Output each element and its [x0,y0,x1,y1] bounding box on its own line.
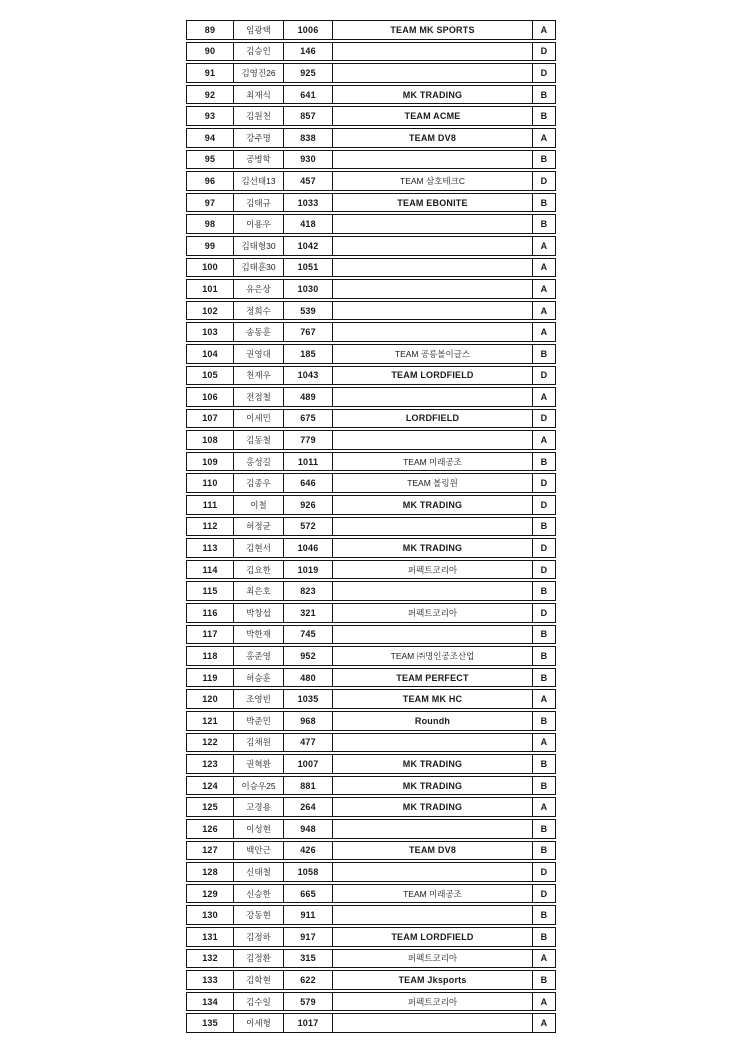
division-cell: B [532,928,555,946]
team-name-cell [332,43,532,61]
team-name-cell: MK TRADING [332,496,532,514]
row-number-cell: 131 [202,931,218,942]
entry-number-cell: 1017 [283,1014,332,1032]
table-row [186,409,556,429]
entry-number-cell: 917 [283,928,332,946]
table-row [186,797,556,817]
row-number-cell: 114 [202,564,218,575]
row-number-cell: 110 [202,478,218,489]
row-number-cell: 106 [202,391,218,402]
team-name-cell [332,64,532,82]
team-name-cell: 퍼펙트코리아 [332,604,532,622]
row-number-cell: 132 [202,953,218,964]
table-row [186,106,556,126]
table-row [186,495,556,515]
division-cell: A [532,690,555,708]
team-name-cell: TEAM EBONITE [332,194,532,212]
team-name-cell [332,820,532,838]
entry-number-cell: 857 [283,107,332,125]
row-number-cell: 115 [202,586,218,597]
row-number-cell: 117 [202,629,218,640]
entry-number-cell: 1019 [283,561,332,579]
row-number-cell: 97 [204,197,216,208]
row-number-cell: 134 [202,996,218,1007]
division-cell: A [532,129,555,147]
division-cell: A [532,302,555,320]
player-name-cell: 신태철 [233,863,283,881]
team-name-cell [332,431,532,449]
player-name-cell: 강주명 [233,129,283,147]
division-cell: B [532,151,555,169]
player-name-cell: 홍성길 [233,453,283,471]
division-cell: B [532,820,555,838]
table-row [186,970,556,990]
player-name-cell: 김승인 [233,43,283,61]
division-cell: A [532,798,555,816]
row-number-cell: 118 [202,651,218,662]
table-row [186,387,556,407]
player-name-cell: 송동훈 [233,323,283,341]
entry-number-cell: 1035 [283,690,332,708]
entry-number-cell: 477 [283,734,332,752]
player-name-cell: 권영대 [233,345,283,363]
entry-number-cell: 572 [283,518,332,536]
entry-number-cell: 489 [283,388,332,406]
row-number-cell: 93 [204,111,216,122]
row-number-cell: 135 [202,1018,218,1029]
division-cell: B [532,777,555,795]
row-number-cell: 119 [202,672,218,683]
row-number-cell: 104 [202,348,218,359]
entry-number-cell: 539 [283,302,332,320]
division-cell: B [532,194,555,212]
player-name-cell: 김선태13 [233,172,283,190]
entry-number-cell: 1030 [283,280,332,298]
entry-number-cell: 930 [283,151,332,169]
table-row [186,689,556,709]
table-row [186,42,556,62]
entry-number-cell: 622 [283,971,332,989]
player-name-cell: 허정균 [233,518,283,536]
entry-number-cell: 1043 [283,367,332,385]
table-row [186,193,556,213]
row-number-cell: 126 [202,823,218,834]
team-name-cell: TEAM ㈜명인공조산업 [332,647,532,665]
team-name-cell [332,518,532,536]
table-row [186,992,556,1012]
entry-number-cell: 911 [283,906,332,924]
team-name-cell: MK TRADING [332,755,532,773]
entry-number-cell: 948 [283,820,332,838]
team-name-cell [332,215,532,233]
division-cell: B [532,107,555,125]
division-cell: B [532,669,555,687]
entry-number-cell: 146 [283,43,332,61]
entry-number-cell: 968 [283,712,332,730]
player-name-cell: 김요한 [233,561,283,579]
division-cell: A [532,431,555,449]
player-name-cell: 권혁환 [233,755,283,773]
player-name-cell: 김영진26 [233,64,283,82]
player-name-cell: 김태규 [233,194,283,212]
team-name-cell [332,237,532,255]
team-name-cell [332,280,532,298]
row-number-cell: 100 [202,262,218,273]
team-name-cell: TEAM MK SPORTS [332,21,532,39]
division-cell: B [532,215,555,233]
division-cell: D [532,64,555,82]
entry-number-cell: 1011 [283,453,332,471]
row-number-cell: 133 [202,974,218,985]
division-cell: D [532,561,555,579]
player-name-cell: 임광택 [233,21,283,39]
team-name-cell [332,626,532,644]
entry-number-cell: 926 [283,496,332,514]
entry-number-cell: 745 [283,626,332,644]
table-row [186,214,556,234]
team-name-cell: TEAM LORDFIELD [332,928,532,946]
table-row [186,776,556,796]
player-name-cell: 김학현 [233,971,283,989]
entry-number-cell: 579 [283,993,332,1011]
player-name-cell: 김원천 [233,107,283,125]
player-name-cell: 허승훈 [233,669,283,687]
division-cell: A [532,388,555,406]
table-row [186,366,556,386]
table-row [186,517,556,537]
team-name-cell [332,906,532,924]
entry-number-cell: 925 [283,64,332,82]
row-number-cell: 92 [204,89,216,100]
row-number-cell: 105 [202,370,218,381]
team-name-cell [332,323,532,341]
player-name-cell: 박창섭 [233,604,283,622]
table-row [186,625,556,645]
entry-number-cell: 480 [283,669,332,687]
row-number-cell: 108 [202,435,218,446]
division-cell: A [532,950,555,968]
player-name-cell: 신승한 [233,885,283,903]
table-row [186,344,556,364]
division-cell: D [532,539,555,557]
division-cell: D [532,885,555,903]
division-cell: A [532,259,555,277]
table-row [186,603,556,623]
row-number-cell: 90 [204,46,216,57]
table-row [186,452,556,472]
row-number-cell: 127 [202,845,218,856]
division-cell: A [532,993,555,1011]
row-number-cell: 102 [202,305,218,316]
row-number-cell: 124 [202,780,218,791]
row-number-cell: 116 [202,607,218,618]
division-cell: B [532,626,555,644]
entry-number-cell: 952 [283,647,332,665]
player-name-cell: 유은상 [233,280,283,298]
player-name-cell: 이세형 [233,1014,283,1032]
team-name-cell: TEAM DV8 [332,129,532,147]
table-row [186,171,556,191]
entry-number-cell: 264 [283,798,332,816]
player-name-cell: 이철 [233,496,283,514]
division-cell: A [532,734,555,752]
player-name-cell: 박준민 [233,712,283,730]
table-row [186,819,556,839]
player-name-cell: 조영빈 [233,690,283,708]
entry-number-cell: 1058 [283,863,332,881]
table-row [186,884,556,904]
entry-number-cell: 646 [283,474,332,492]
division-cell: A [532,1014,555,1032]
team-name-cell: LORDFIELD [332,410,532,428]
team-name-cell: Roundh [332,712,532,730]
entry-number-cell: 1033 [283,194,332,212]
row-number-cell: 122 [202,737,218,748]
entry-number-cell: 315 [283,950,332,968]
division-cell: B [532,345,555,363]
player-name-cell: 최재식 [233,86,283,104]
team-name-cell: TEAM ACME [332,107,532,125]
row-number-cell: 99 [204,240,216,251]
team-name-cell [332,582,532,600]
table-row [186,733,556,753]
player-name-cell: 김태형30 [233,237,283,255]
table-row [186,473,556,493]
team-name-cell: TEAM 삼호테크C [332,172,532,190]
table-row [186,538,556,558]
table-row [186,430,556,450]
entry-number-cell: 426 [283,842,332,860]
entry-number-cell: 1046 [283,539,332,557]
division-cell: B [532,647,555,665]
entry-number-cell: 321 [283,604,332,622]
table-row [186,20,556,40]
player-name-cell: 김정하 [233,928,283,946]
row-number-cell: 113 [202,543,218,554]
table-row [186,150,556,170]
team-name-cell [332,259,532,277]
player-name-cell: 이세민 [233,410,283,428]
team-name-cell: 퍼펙트코리아 [332,950,532,968]
row-number-cell: 94 [204,132,216,143]
table-row [186,560,556,580]
team-name-cell: MK TRADING [332,798,532,816]
row-number-cell: 128 [202,866,218,877]
row-number-cell: 120 [202,694,218,705]
team-name-cell: MK TRADING [332,777,532,795]
team-name-cell: MK TRADING [332,539,532,557]
entry-number-cell: 823 [283,582,332,600]
division-cell: B [532,971,555,989]
team-name-cell: TEAM 미래공조 [332,453,532,471]
division-cell: B [532,906,555,924]
table-row [186,1013,556,1033]
player-name-cell: 김태훈30 [233,259,283,277]
player-name-cell: 고경용 [233,798,283,816]
team-name-cell: TEAM PERFECT [332,669,532,687]
row-number-cell: 112 [202,521,218,532]
player-name-cell: 김수일 [233,993,283,1011]
table-row [186,322,556,342]
table-row [186,754,556,774]
player-name-cell: 김채원 [233,734,283,752]
team-name-cell: MK TRADING [332,86,532,104]
player-name-cell: 김동철 [233,431,283,449]
row-number-cell: 111 [202,499,218,510]
table-row [186,128,556,148]
division-cell: B [532,842,555,860]
player-name-cell: 전점철 [233,388,283,406]
table-row [186,949,556,969]
division-cell: A [532,237,555,255]
team-name-cell: TEAM LORDFIELD [332,367,532,385]
entry-number-cell: 1007 [283,755,332,773]
division-cell: B [532,86,555,104]
table-row [186,905,556,925]
roster-table [186,20,556,1035]
player-name-cell: 박한재 [233,626,283,644]
team-name-cell: 퍼펙트코리아 [332,993,532,1011]
team-name-cell [332,1014,532,1032]
division-cell: B [532,582,555,600]
entry-number-cell: 641 [283,86,332,104]
team-name-cell: 퍼펙트코리아 [332,561,532,579]
table-row [186,85,556,105]
player-name-cell: 김종우 [233,474,283,492]
team-name-cell [332,863,532,881]
table-row [186,711,556,731]
entry-number-cell: 767 [283,323,332,341]
row-number-cell: 129 [202,888,218,899]
table-row [186,236,556,256]
entry-number-cell: 881 [283,777,332,795]
team-name-cell: TEAM 공릉볼이글스 [332,345,532,363]
player-name-cell: 천재우 [233,367,283,385]
row-number-cell: 103 [202,327,218,338]
entry-number-cell: 1051 [283,259,332,277]
row-number-cell: 109 [202,456,218,467]
table-row [186,862,556,882]
player-name-cell: 홍준영 [233,647,283,665]
division-cell: D [532,172,555,190]
table-row [186,841,556,861]
table-row [186,279,556,299]
team-name-cell: TEAM Jksports [332,971,532,989]
table-row [186,581,556,601]
entry-number-cell: 1042 [283,237,332,255]
division-cell: B [532,712,555,730]
division-cell: A [532,323,555,341]
row-number-cell: 101 [202,283,218,294]
entry-number-cell: 185 [283,345,332,363]
row-number-cell: 125 [202,802,218,813]
row-number-cell: 123 [202,758,218,769]
row-number-cell: 95 [204,154,216,165]
team-name-cell [332,151,532,169]
division-cell: D [532,43,555,61]
entry-number-cell: 1006 [283,21,332,39]
team-name-cell: TEAM MK HC [332,690,532,708]
table-row [186,63,556,83]
table-row [186,668,556,688]
player-name-cell: 강동현 [233,906,283,924]
player-name-cell: 공병학 [233,151,283,169]
row-number-cell: 107 [202,413,218,424]
entry-number-cell: 838 [283,129,332,147]
division-cell: A [532,21,555,39]
table-row [186,258,556,278]
table-row [186,301,556,321]
entry-number-cell: 675 [283,410,332,428]
row-number-cell: 121 [202,715,218,726]
entry-number-cell: 665 [283,885,332,903]
player-name-cell: 이승우25 [233,777,283,795]
division-cell: B [532,518,555,536]
team-name-cell: TEAM 미래공조 [332,885,532,903]
division-cell: D [532,863,555,881]
row-number-cell: 130 [202,910,218,921]
entry-number-cell: 418 [283,215,332,233]
player-name-cell: 김현서 [233,539,283,557]
division-cell: D [532,496,555,514]
division-cell: D [532,474,555,492]
player-name-cell: 김정환 [233,950,283,968]
row-number-cell: 96 [204,175,216,186]
entry-number-cell: 457 [283,172,332,190]
team-name-cell [332,734,532,752]
division-cell: B [532,755,555,773]
player-name-cell: 백안근 [233,842,283,860]
division-cell: D [532,367,555,385]
team-name-cell: TEAM 볼링원 [332,474,532,492]
player-name-cell: 이성현 [233,820,283,838]
division-cell: D [532,410,555,428]
row-number-cell: 91 [204,67,216,78]
table-row [186,646,556,666]
team-name-cell: TEAM DV8 [332,842,532,860]
division-cell: A [532,280,555,298]
team-name-cell [332,388,532,406]
player-name-cell: 최은호 [233,582,283,600]
player-name-cell: 정희수 [233,302,283,320]
division-cell: D [532,604,555,622]
division-cell: B [532,453,555,471]
entry-number-cell: 779 [283,431,332,449]
table-row [186,927,556,947]
row-number-cell: 89 [204,24,216,35]
team-name-cell [332,302,532,320]
row-number-cell: 98 [204,219,216,230]
player-name-cell: 이용우 [233,215,283,233]
